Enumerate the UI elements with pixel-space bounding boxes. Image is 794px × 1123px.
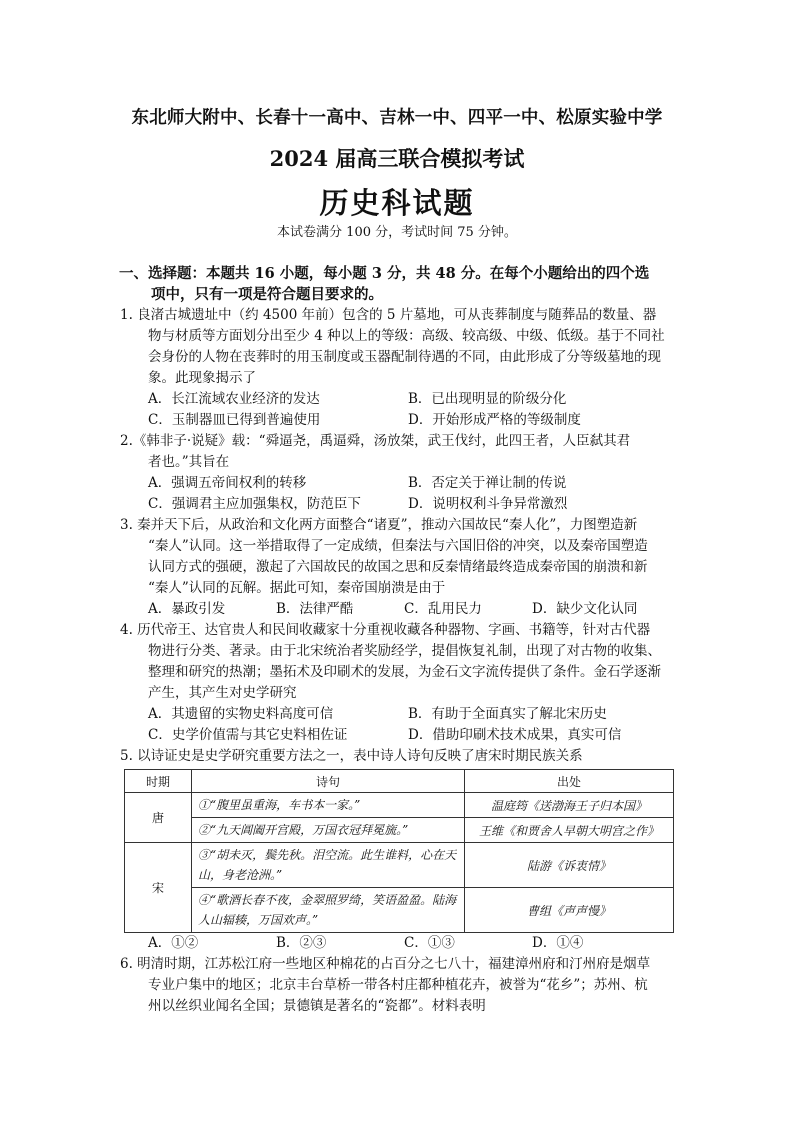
question-text: 6. 明清时期，江苏松江府一些地区种棉花的占百分之七八十，福建漳州府和汀州府是烟草 [120,956,651,972]
option-b[interactable]: B．法律严酷 [276,601,354,617]
table-row [125,818,674,843]
table-row [125,793,674,818]
question-text: 物进行分类、著录。由于北宋统治者奖励经学，提倡恢复礼制，出现了对古物的收集、 [148,643,661,659]
option-c[interactable]: C．玉制器皿已得到普遍使用 [148,412,321,428]
question-text: 认同方式的强硬，激起了六国故民的故国之思和反秦情绪最终造成秦帝国的崩溃和新 [148,559,648,575]
question-3 [120,515,680,620]
question-text: 产生，其产生对史学研究 [148,685,297,701]
question-text: 象。此现象揭示了 [148,370,256,386]
option-d[interactable]: D．开始形成严格的等级制度 [408,412,581,428]
question-text: 整理和研究的热潮；墨拓术及印刷术的发展，为金石文字流传提供了条件。金石学逐渐 [148,664,661,680]
period-cell: 宋 [125,843,192,933]
option-a[interactable]: A．①② [148,935,199,951]
question-text: 4. 历代帝王、达官贵人和民间收藏家十分重视收藏各种器物、字画、书籍等，针对古代器 [120,622,651,638]
option-a[interactable]: A．强调五帝间权利的转移 [148,475,307,491]
question-text: 3. 秦并天下后，从政治和文化两方面整合“诸夏”，推动六国故民“秦人化”，力图塑造新 [120,517,638,533]
question-text: 2.《韩非子·说疑》载：“舜逼尧，禹逼舜，汤放桀，武王伐纣，此四王者，人臣弑其君 [120,433,631,449]
table-header: 出处 [465,770,674,793]
subject-title: 历史科试题 [319,186,475,220]
question-1 [120,305,680,431]
question-text: 5. 以诗证史是史学研究重要方法之一，表中诗人诗句反映了唐宋时期民族关系 [120,748,583,764]
option-a[interactable]: A．长江流域农业经济的发达 [148,391,320,407]
option-b[interactable]: B．②③ [276,935,327,951]
question-text: 者也。”其旨在 [148,454,230,470]
question-text: 州以丝织业闻名全国；景德镇是著名的“瓷都”。材料表明 [148,998,486,1014]
poems-table [124,769,674,933]
option-c[interactable]: C．史学价值需与其它史料相佐证 [148,727,348,743]
option-d[interactable]: D．①④ [532,935,584,951]
question-text: 物与材质等方面划分出至少 4 种以上的等级：高级、较高级、中级、低级。基于不同社 [148,328,665,344]
exam-title: 2024 届高三联合模拟考试 [269,146,525,171]
table-row [125,843,674,888]
source-cell: 曹组《声声慢》 [465,888,674,933]
question-text: “秦人”认同。这一举措取得了一定成绩，但秦法与六国旧俗的冲突，以及秦帝国塑造 [148,538,648,554]
question-text: 会身份的人物在丧葬时的用玉制度或玉器配制待遇的不同，由此形成了分等级墓地的现 [148,349,661,365]
option-b[interactable]: B．已出现明显的阶级分化 [408,391,567,407]
option-b[interactable]: B．有助于全面真实了解北宋历史 [408,706,607,722]
source-cell: 陆游《诉衷情》 [465,843,674,888]
table-header-row [125,770,674,793]
poem-cell: ③“胡未灭，鬓先秋。泪空流。此生谁料，心在天山，身老沧洲。” [192,843,465,888]
section-heading-line: 一、选择题：本题共 16 小题，每小题 3 分，共 48 分。在每个小题给出的四个选 [119,265,650,282]
question-text: “秦人”认同的瓦解。据此可知，秦帝国崩溃是由于 [148,580,446,596]
exam-note: 本试卷满分 100 分，考试时间 75 分钟。 [277,225,517,240]
period-cell: 唐 [125,793,192,843]
poem-cell: ①“腹里虽重海，车书本一家。” [192,793,465,818]
table-header: 诗句 [192,770,465,793]
option-c[interactable]: C．强调君主应加强集权，防范臣下 [148,496,361,512]
question-4 [120,620,680,746]
table-header: 时期 [125,770,192,793]
question-text: 1. 良渚古城遗址中（约 4500 年前）包含的 5 片墓地，可从丧葬制度与随葬品的数量、器 [120,307,657,323]
question-2 [120,431,680,515]
option-c[interactable]: C．乱用民力 [404,601,482,617]
option-d[interactable]: D．缺少文化认同 [532,601,638,617]
option-d[interactable]: D．说明权利斗争异常激烈 [408,496,568,512]
questions [120,305,680,1017]
section-heading-line: 项中，只有一项是符合题目要求的。 [151,286,383,303]
option-a[interactable]: A．其遗留的实物史料高度可信 [148,706,334,722]
question-6 [120,954,680,1017]
option-d[interactable]: D．借助印刷术技术成果，真实可信 [408,727,622,743]
section-heading [119,263,679,305]
table-row [125,888,674,933]
option-a[interactable]: A．暴政引发 [148,601,226,617]
option-c[interactable]: C．①③ [404,935,455,951]
poem-cell: ④“歌酒长春不夜，金翠照罗绮，笑语盈盈。陆海人山辐辏，万国欢声。” [192,888,465,933]
school-names: 东北师大附中、长春十一高中、吉林一中、四平一中、松原实验中学 [131,108,663,128]
question-text: 专业户集中的地区；北京丰台草桥一带各村庄都种植花卉，被誉为“花乡”；苏州、杭 [148,977,648,993]
source-cell: 王维《和贾舍人早朝大明宫之作》 [465,818,674,843]
option-b[interactable]: B．否定关于禅让制的传说 [408,475,567,491]
question-5 [120,746,680,954]
source-cell: 温庭筠《送渤海王子归本国》 [465,793,674,818]
poem-cell: ②“九天阊阖开宫殿，万国衣冠拜冕旒。” [192,818,465,843]
